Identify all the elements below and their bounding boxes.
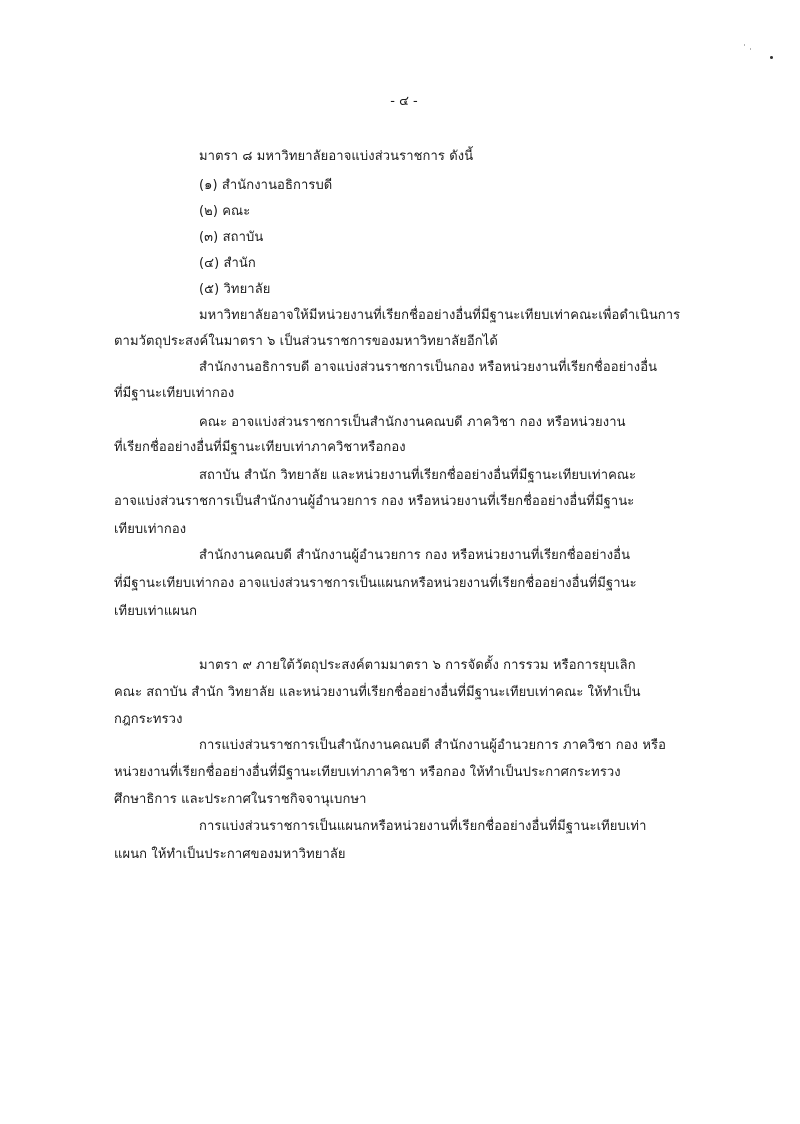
- scan-speck: [744, 44, 745, 46]
- paragraph-line: สำนักงานคณบดี สำนักงานผู้อำนวยการ กอง หรือหน่วยงานที่เรียกชื่ออย่างอื่น: [199, 548, 631, 563]
- paragraph-line: มหาวิทยาลัยอาจให้มีหน่วยงานที่เรียกชื่ออย่างอื่นที่มีฐานะเทียบเท่าคณะเพื่อดำเนินการ: [199, 308, 681, 323]
- paragraph-line: กฎกระทรวง: [114, 712, 183, 727]
- paragraph-line: การแบ่งส่วนราชการเป็นสำนักงานคณบดี สำนักงานผู้อำนวยการ ภาควิชา กอง หรือ: [199, 738, 666, 753]
- paragraph-line: สถาบัน สำนัก วิทยาลัย และหน่วยงานที่เรียกชื่ออย่างอื่นที่มีฐานะเทียบเท่าคณะ: [199, 468, 637, 483]
- paragraph-line: การแบ่งส่วนราชการเป็นแผนกหรือหน่วยงานที่เรียกชื่ออย่างอื่นที่มีฐานะเทียบเท่า: [199, 819, 647, 834]
- paragraph-line: สำนักงานอธิการบดี อาจแบ่งส่วนราชการเป็นกอง หรือหน่วยงานที่เรียกชื่ออย่างอื่น: [199, 360, 658, 375]
- paragraph-line: ที่มีฐานะเทียบเท่ากอง อาจแบ่งส่วนราชการเป็นแผนกหรือหน่วยงานที่เรียกชื่ออย่างอื่นที่มีฐานะ: [114, 576, 637, 591]
- paragraph-line: คณะ สถาบัน สำนัก วิทยาลัย และหน่วยงานที่เรียกชื่ออย่างอื่นที่มีฐานะเทียบเท่าคณะ ให้ทำเป็น: [114, 685, 641, 700]
- paragraph-line: เทียบเท่าแผนก: [114, 604, 198, 619]
- paragraph-line: ตามวัตถุประสงค์ในมาตรา ๖ เป็นส่วนราชการของมหาวิทยาลัยอีกได้: [114, 334, 498, 349]
- section-8-item: (๔) สำนัก: [199, 256, 256, 271]
- page-number: - ๔ -: [390, 94, 418, 109]
- section-8-item: (๓) สถาบัน: [199, 230, 264, 245]
- paragraph-line: ที่เรียกชื่ออย่างอื่นที่มีฐานะเทียบเท่าภาควิชาหรือกอง: [114, 440, 406, 455]
- paragraph-line: เทียบเท่ากอง: [114, 522, 187, 537]
- paragraph-line: อาจแบ่งส่วนราชการเป็นสำนักงานผู้อำนวยการ กอง หรือหน่วยงานที่เรียกชื่ออย่างอื่นที่มีฐานะ: [114, 494, 635, 509]
- section-8-item: (๑) สำนักงานอธิการบดี: [199, 178, 333, 193]
- paragraph-line: ศึกษาธิการ และประกาศในราชกิจจานุเบกษา: [114, 792, 367, 807]
- section-8-heading: มาตรา ๘ มหาวิทยาลัยอาจแบ่งส่วนราชการ ดังนี้: [199, 149, 474, 164]
- scan-speck: [770, 56, 773, 59]
- paragraph-line: หน่วยงานที่เรียกชื่ออย่างอื่นที่มีฐานะเทียบเท่าภาควิชา หรือกอง ให้ทำเป็นประกาศกระทรวง: [114, 765, 621, 780]
- section-8-item: (๒) คณะ: [199, 204, 251, 219]
- section-8-item: (๕) วิทยาลัย: [199, 282, 271, 297]
- paragraph-line: แผนก ให้ทำเป็นประกาศของมหาวิทยาลัย: [114, 847, 346, 862]
- section-9-heading: มาตรา ๙ ภายใต้วัตถุประสงค์ตามมาตรา ๖ การจัดตั้ง การรวม หรือการยุบเลิก: [199, 658, 636, 673]
- paragraph-line: คณะ อาจแบ่งส่วนราชการเป็นสำนักงานคณบดี ภาควิชา กอง หรือหน่วยงาน: [199, 415, 626, 430]
- paragraph-line: ที่มีฐานะเทียบเท่ากอง: [114, 386, 235, 401]
- scan-speck: [750, 48, 751, 50]
